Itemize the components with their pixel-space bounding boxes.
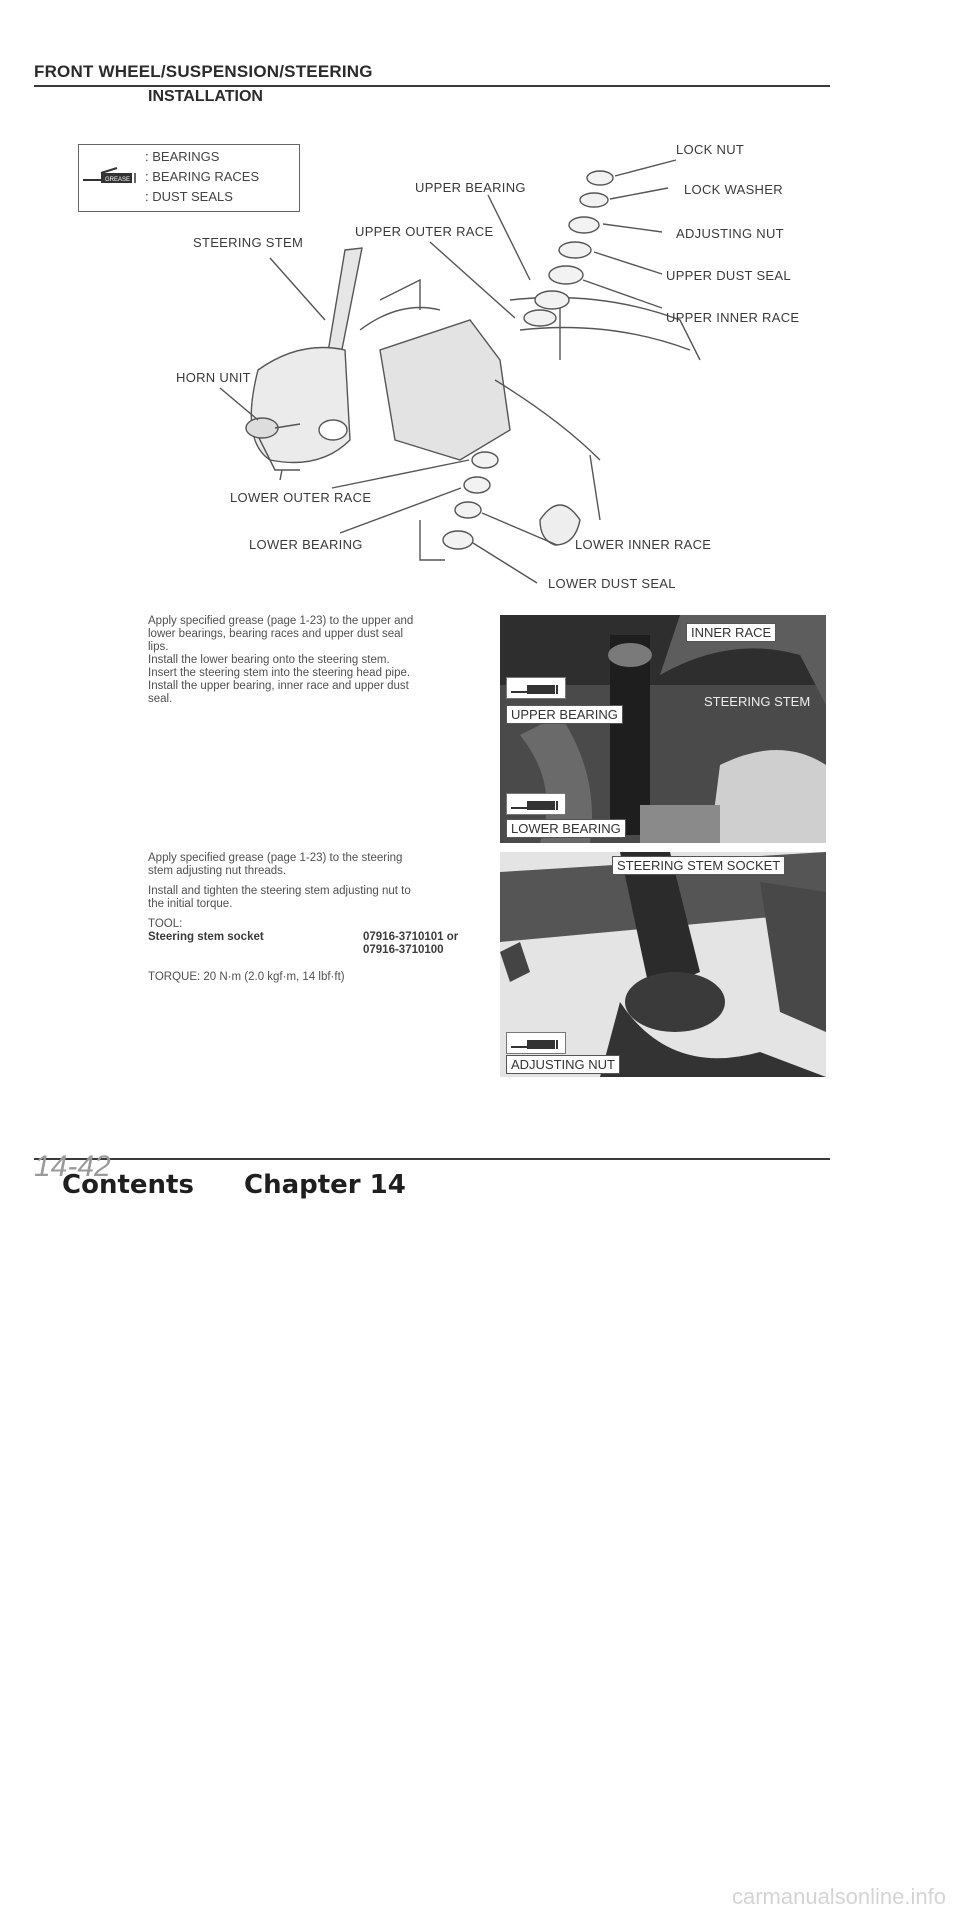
section-title: FRONT WHEEL/SUSPENSION/STEERING <box>34 62 373 81</box>
label-lock-nut: LOCK NUT <box>676 142 745 157</box>
step2-line: stem adjusting nut threads. <box>148 865 287 877</box>
step2-instructions <box>148 852 492 984</box>
step1-line: Install the upper bearing, inner race and upper dust <box>148 680 409 692</box>
step1-photo <box>500 615 826 843</box>
chapter-link[interactable]: Chapter 14 <box>244 1170 406 1200</box>
label-horn-unit: HORN UNIT <box>176 370 251 385</box>
step1-instructions <box>148 615 492 706</box>
label-upper-inner-race: UPPER INNER RACE <box>666 310 800 325</box>
step1-line: Install the lower bearing onto the steering stem. <box>148 654 390 666</box>
step1-line: lower bearings, bearing races and upper dust seal <box>148 628 404 640</box>
tool-number-1: 07916-3710101 or <box>363 931 459 943</box>
grease-gun-icon <box>506 1032 566 1054</box>
label-lock-washer: LOCK WASHER <box>684 182 783 197</box>
label-steering-stem: STEERING STEM <box>193 235 304 250</box>
steering-exploded-diagram <box>0 0 960 600</box>
tool-number-2: 07916-3710100 <box>363 944 444 956</box>
step1-line: Apply specified grease (page 1-23) to the upper and <box>148 615 414 627</box>
page-number: 14-42 <box>34 1150 111 1183</box>
site-watermark: carmanualsonline.info <box>731 1884 946 1909</box>
label-upper-dust-seal: UPPER DUST SEAL <box>666 268 791 283</box>
grease-icon-text: GREASE <box>105 177 131 183</box>
label-lower-bearing: LOWER BEARING <box>249 537 363 552</box>
contents-link[interactable]: Contents <box>62 1170 194 1200</box>
label-upper-outer-race: UPPER OUTER RACE <box>355 224 494 239</box>
step2-line: Apply specified grease (page 1-23) to the steering <box>148 852 403 864</box>
photo-label-steering-stem-socket: STEERING STEM SOCKET <box>612 856 785 875</box>
label-upper-bearing: UPPER BEARING <box>415 180 526 195</box>
label-lower-dust-seal: LOWER DUST SEAL <box>548 576 676 591</box>
label-lower-inner-race: LOWER INNER RACE <box>575 537 712 552</box>
legend-item-bearings: : BEARINGS <box>145 149 220 164</box>
step2-photo <box>500 852 826 1077</box>
step1-line: seal. <box>148 693 173 705</box>
footer-rule <box>34 1158 830 1160</box>
photo-label-steering-stem: STEERING STEM <box>704 694 811 709</box>
legend-item-bearing-races: : BEARING RACES <box>145 169 260 184</box>
photo-label-upper-bearing: UPPER BEARING <box>506 705 623 724</box>
tool-name: Steering stem socket <box>148 931 264 943</box>
label-adjusting-nut: ADJUSTING NUT <box>676 226 784 241</box>
grease-gun-icon <box>506 677 566 699</box>
step1-line: Insert the steering stem into the steering head pipe. <box>148 667 411 679</box>
torque-spec: TORQUE: 20 N·m (2.0 kgf·m, 14 lbf·ft) <box>148 971 345 983</box>
subsection-title: INSTALLATION <box>148 88 263 105</box>
step2-line: the initial torque. <box>148 898 233 910</box>
grease-gun-icon <box>506 793 566 815</box>
label-lower-outer-race: LOWER OUTER RACE <box>230 490 372 505</box>
photo-label-inner-race: INNER RACE <box>686 623 776 642</box>
step1-line: lips. <box>148 641 169 653</box>
legend-item-dust-seals: : DUST SEALS <box>145 189 233 204</box>
photo-label-adjusting-nut: ADJUSTING NUT <box>506 1055 620 1074</box>
step2-line: Install and tighten the steering stem adjusting nut to <box>148 885 411 897</box>
tool-heading: TOOL: <box>148 918 183 930</box>
photo-label-lower-bearing: LOWER BEARING <box>506 819 626 838</box>
